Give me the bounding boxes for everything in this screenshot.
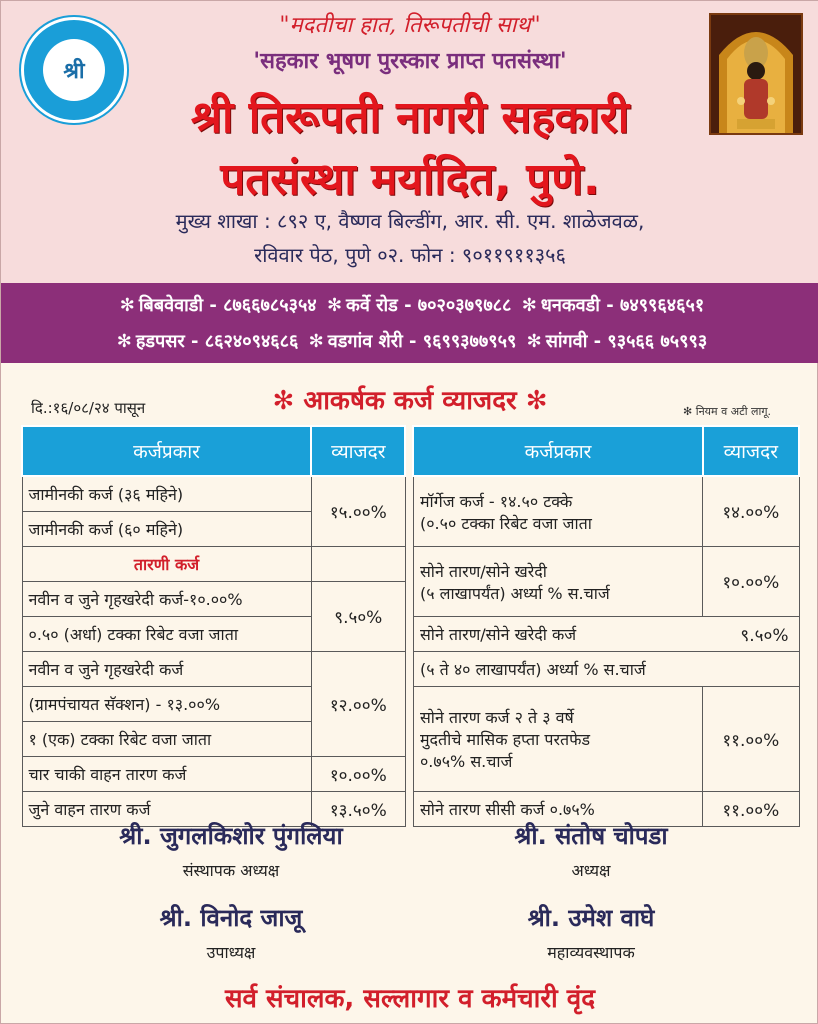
col-rate-right: व्याजदर — [703, 426, 799, 476]
terms-note: ✻ नियम व अटी लागू. — [683, 405, 772, 418]
branch-hadapsar: हडपसर - ८६२४०९४६८६ — [135, 331, 299, 352]
loan-type-cell: सोने तारण सीसी कर्ज ०.७५% — [413, 792, 702, 827]
rate-cell: ११.००% — [703, 687, 799, 792]
loan-type-cell: १ (एक) टक्का रिबेट वजा जाता — [22, 722, 311, 757]
rate-cell: १५.००% — [311, 476, 405, 547]
person-role-president: अध्यक्ष — [571, 861, 611, 880]
rate-cell: ११.००% — [703, 792, 799, 827]
branches-row2: ✻ हडपसर - ८६२४०९४६८६ ✻ वडगांव शेरी - ९६९९३७७९५९ ✻ सांगवी - ९३५६६ ७५९९३ — [116, 331, 708, 352]
loan-type-cell: जुने वाहन तारण कर्ज — [22, 792, 311, 827]
col-rate-left: व्याजदर — [311, 426, 405, 476]
branches-row1: ✻ बिबवेवाडी - ८७६६७८५३५४ ✻ कर्वे रोड - ७०२०३७९७८८ ✻ धनकवडी - ७४९९६४६५१ — [119, 295, 705, 316]
address-line2: रविवार पेठ, पुणे ०२. फोन : ९०११९११३५६ — [254, 243, 566, 267]
footer-staff-line: सर्व संचालक, सल्लागार व कर्मचारी वृंद — [224, 984, 596, 1014]
society-name-line2: पतसंस्था मर्यादित, पुणे. — [220, 154, 600, 205]
rates-heading-text: आकर्षक कर्ज व्याजदर — [303, 386, 517, 416]
person-name-general-manager: श्री. उमेश वाघे — [527, 904, 655, 932]
star-icon: ✻ — [272, 386, 295, 416]
branch-dhankawadi: धनकवडी - ७४९९६४६५१ — [540, 295, 705, 316]
loan-type-cell: नवीन व जुने गृहखरेदी कर्ज — [22, 652, 311, 687]
loan-type-cell: (५ ते ४० लाखापर्यंत) अर्ध्या % स.चार्ज — [413, 652, 799, 687]
award-line: 'सहकार भूषण पुरस्कार प्राप्त पतसंस्था' — [253, 48, 567, 74]
col-loan-type-left: कर्जप्रकार — [22, 426, 311, 476]
section-subheading: तारणी कर्ज — [22, 547, 311, 582]
address-line1: मुख्य शाखा : ८९२ ए, वैष्णव बिल्डींग, आर. सी. एम. शाळेजवळ, — [175, 209, 645, 233]
table-header-row — [22, 426, 799, 476]
rate-cell: १४.००% — [703, 476, 799, 547]
society-name-line1: श्री तिरूपती नागरी सहकारी — [190, 92, 630, 143]
rate-cell: १०.००% — [703, 547, 799, 617]
person-name-founder: श्री. जुगलकिशोर पुंगलिया — [119, 822, 343, 850]
person-role-founder: संस्थापक अध्यक्ष — [182, 861, 280, 880]
branch-vadgaon-sheri: वडगांव शेरी - ९६९९३७७९५९ — [327, 331, 517, 352]
star-icon: ✻ — [525, 386, 548, 416]
branch-bibvewadi: बिबवेवाडी - ८७६६७८५३५४ — [138, 295, 317, 316]
loan-type-cell: जामीनकी कर्ज (६० महिने) — [22, 512, 311, 547]
person-name-vice-president: श्री. विनोद जाजू — [159, 904, 303, 932]
branch-sangvi: सांगवी - ९३५६६ ७५९९३ — [545, 331, 708, 352]
loan-type-cell: (ग्रामपंचायत सॅक्शन) - १३.००% — [22, 687, 311, 722]
loan-type-cell: सोने तारण/सोने खरेदी कर्ज ९.५०% — [413, 617, 799, 652]
loan-type-cell: सोने तारण कर्ज २ ते ३ वर्षे मुदतीचे मासिक हप्ता परतफेड ०.७५% स.चार्ज — [413, 687, 702, 792]
table-row — [22, 476, 799, 512]
branches-bar — [1, 283, 818, 363]
loan-type-cell: सोने तारण/सोने खरेदी (५ लाखापर्यंत) अर्ध्या % स.चार्ज — [413, 547, 702, 617]
col-loan-type-right: कर्जप्रकार — [413, 426, 702, 476]
tagline: "मदतीचा हात, तिरूपतीची साथ" — [279, 13, 541, 38]
rate-cell: ९.५०% — [311, 582, 405, 652]
rate-cell: ९.५०% — [740, 626, 789, 646]
loan-type-cell: चार चाकी वाहन तारण कर्ज — [22, 757, 311, 792]
rate-cell: १२.००% — [311, 652, 405, 757]
loan-type-cell: मॉर्गेज कर्ज - १४.५० टक्के (०.५० टक्का रिबेट वजा जाता — [413, 476, 702, 547]
terms-note-text: नियम व अटी लागू. — [695, 405, 772, 418]
interest-rates-table — [21, 425, 800, 827]
loan-type-cell: नवीन व जुने गृहखरेदी कर्ज-१०.००% — [22, 582, 311, 617]
branch-karve-road: कर्वे रोड - ७०२०३७९७८८ — [346, 295, 512, 316]
person-role-general-manager: महाव्यवस्थापक — [547, 943, 635, 962]
person-name-president: श्री. संतोष चोपडा — [514, 822, 668, 850]
person-role-vice-president: उपाध्यक्ष — [206, 943, 256, 962]
effective-date: दि.:१६/०८/२४ पासून — [31, 399, 146, 417]
rate-cell: १०.००% — [311, 757, 405, 792]
loan-type-cell: जामीनकी कर्ज (३६ महिने) — [22, 476, 311, 512]
logo-emblem: श्री — [43, 39, 105, 101]
loan-type-cell: ०.५० (अर्धा) टक्का रिबेट वजा जाता — [22, 617, 311, 652]
rate-cell: १३.५०% — [311, 792, 405, 827]
